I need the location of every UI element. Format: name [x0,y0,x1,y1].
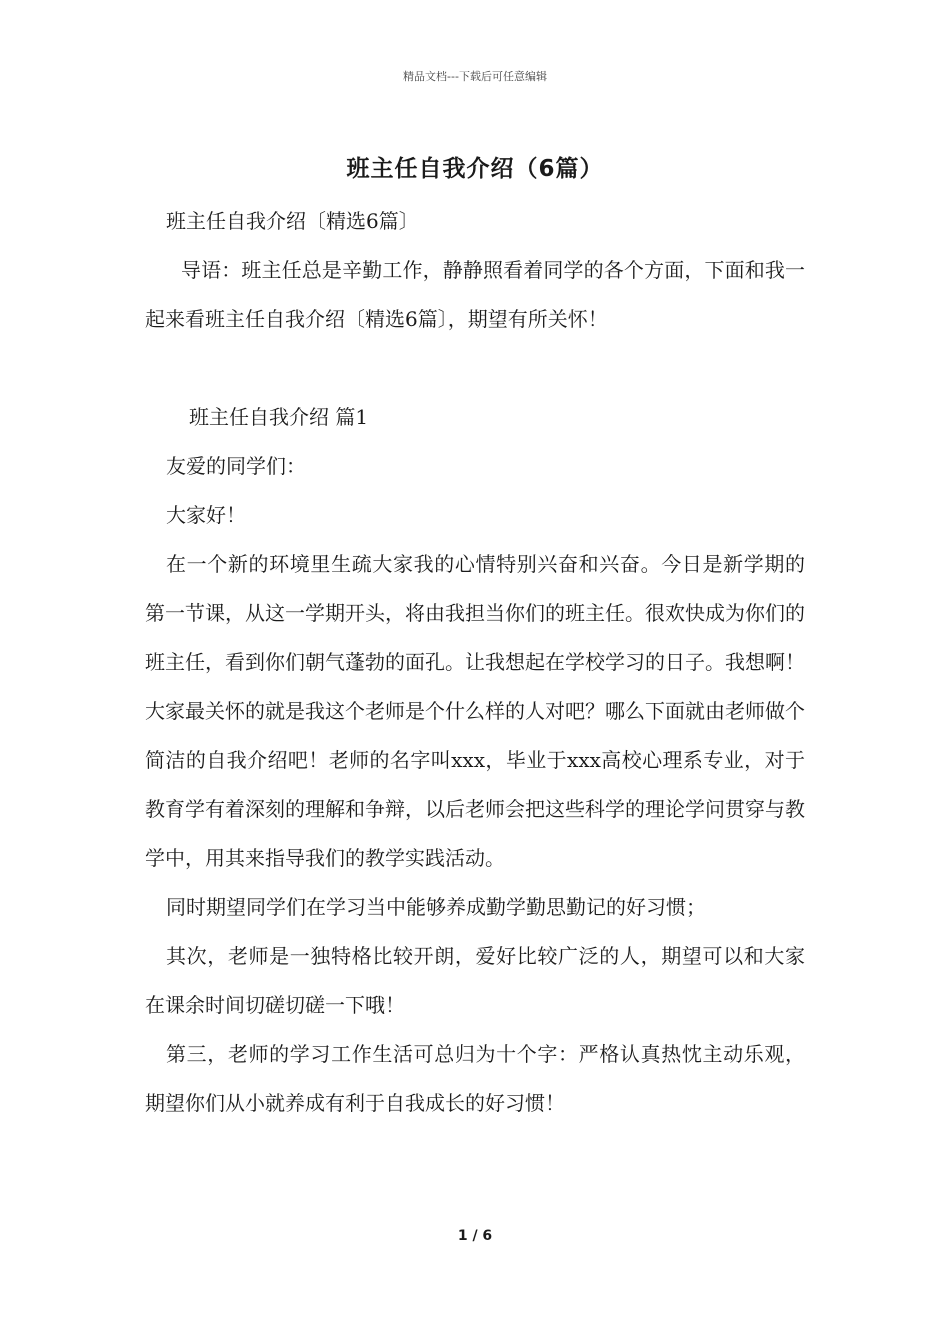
header-note: 精品文档---下载后可任意编辑 [403,70,547,83]
page-number: 1 / 6 [457,1228,493,1244]
body-paragraph: 在一个新的环境里生疏大家我的心情特别兴奋和兴奋。今日是新学期的第一节课，从这一学期开头，将由我担当你们的班主任。很欢快成为你们的班主任，看到你们朝气蓬勃的面孔。让我想起在学校学习的日子。我想啊！大家最关怀的就是我这个老师是个什么样的人对吧？哪么下面就由老师做个简洁的自我介绍吧！老师的名字叫xxx，毕业于xxx高校心理系专业，对于教育学有着深刻的理解和争辩，以后老师会把这些科学的理论学问贯穿与教学中，用其来指导我们的教学实践活动。 [145,552,805,870]
document-title: 班主任自我介绍（6篇） [346,156,604,182]
hello-line: 大家好！ [166,503,246,527]
section-heading: 班主任自我介绍 篇1 [189,405,369,429]
body-paragraph: 第三，老师的学习工作生活可总归为十个字：严格认真热忱主动乐观，期望你们从小就养成有利于自我成长的好习惯！ [145,1042,805,1115]
body-paragraph: 同时期望同学们在学习当中能够养成勤学勤思勤记的好习惯； [166,895,706,919]
blank-line [145,344,805,393]
subtitle: 班主任自我介绍〔精选6篇〕 [166,209,419,233]
body-paragraph: 其次，老师是一独特格比较开朗，爱好比较广泛的人，期望可以和大家在课余时间切磋切磋一下哦！ [145,944,805,1017]
document-body [145,197,805,1128]
intro-paragraph: 导语：班主任总是辛勤工作，静静照看着同学的各个方面，下面和我一起来看班主任自我介绍〔精选6篇〕，期望有所关怀！ [145,258,805,331]
greeting: 友爱的同学们： [166,454,306,478]
